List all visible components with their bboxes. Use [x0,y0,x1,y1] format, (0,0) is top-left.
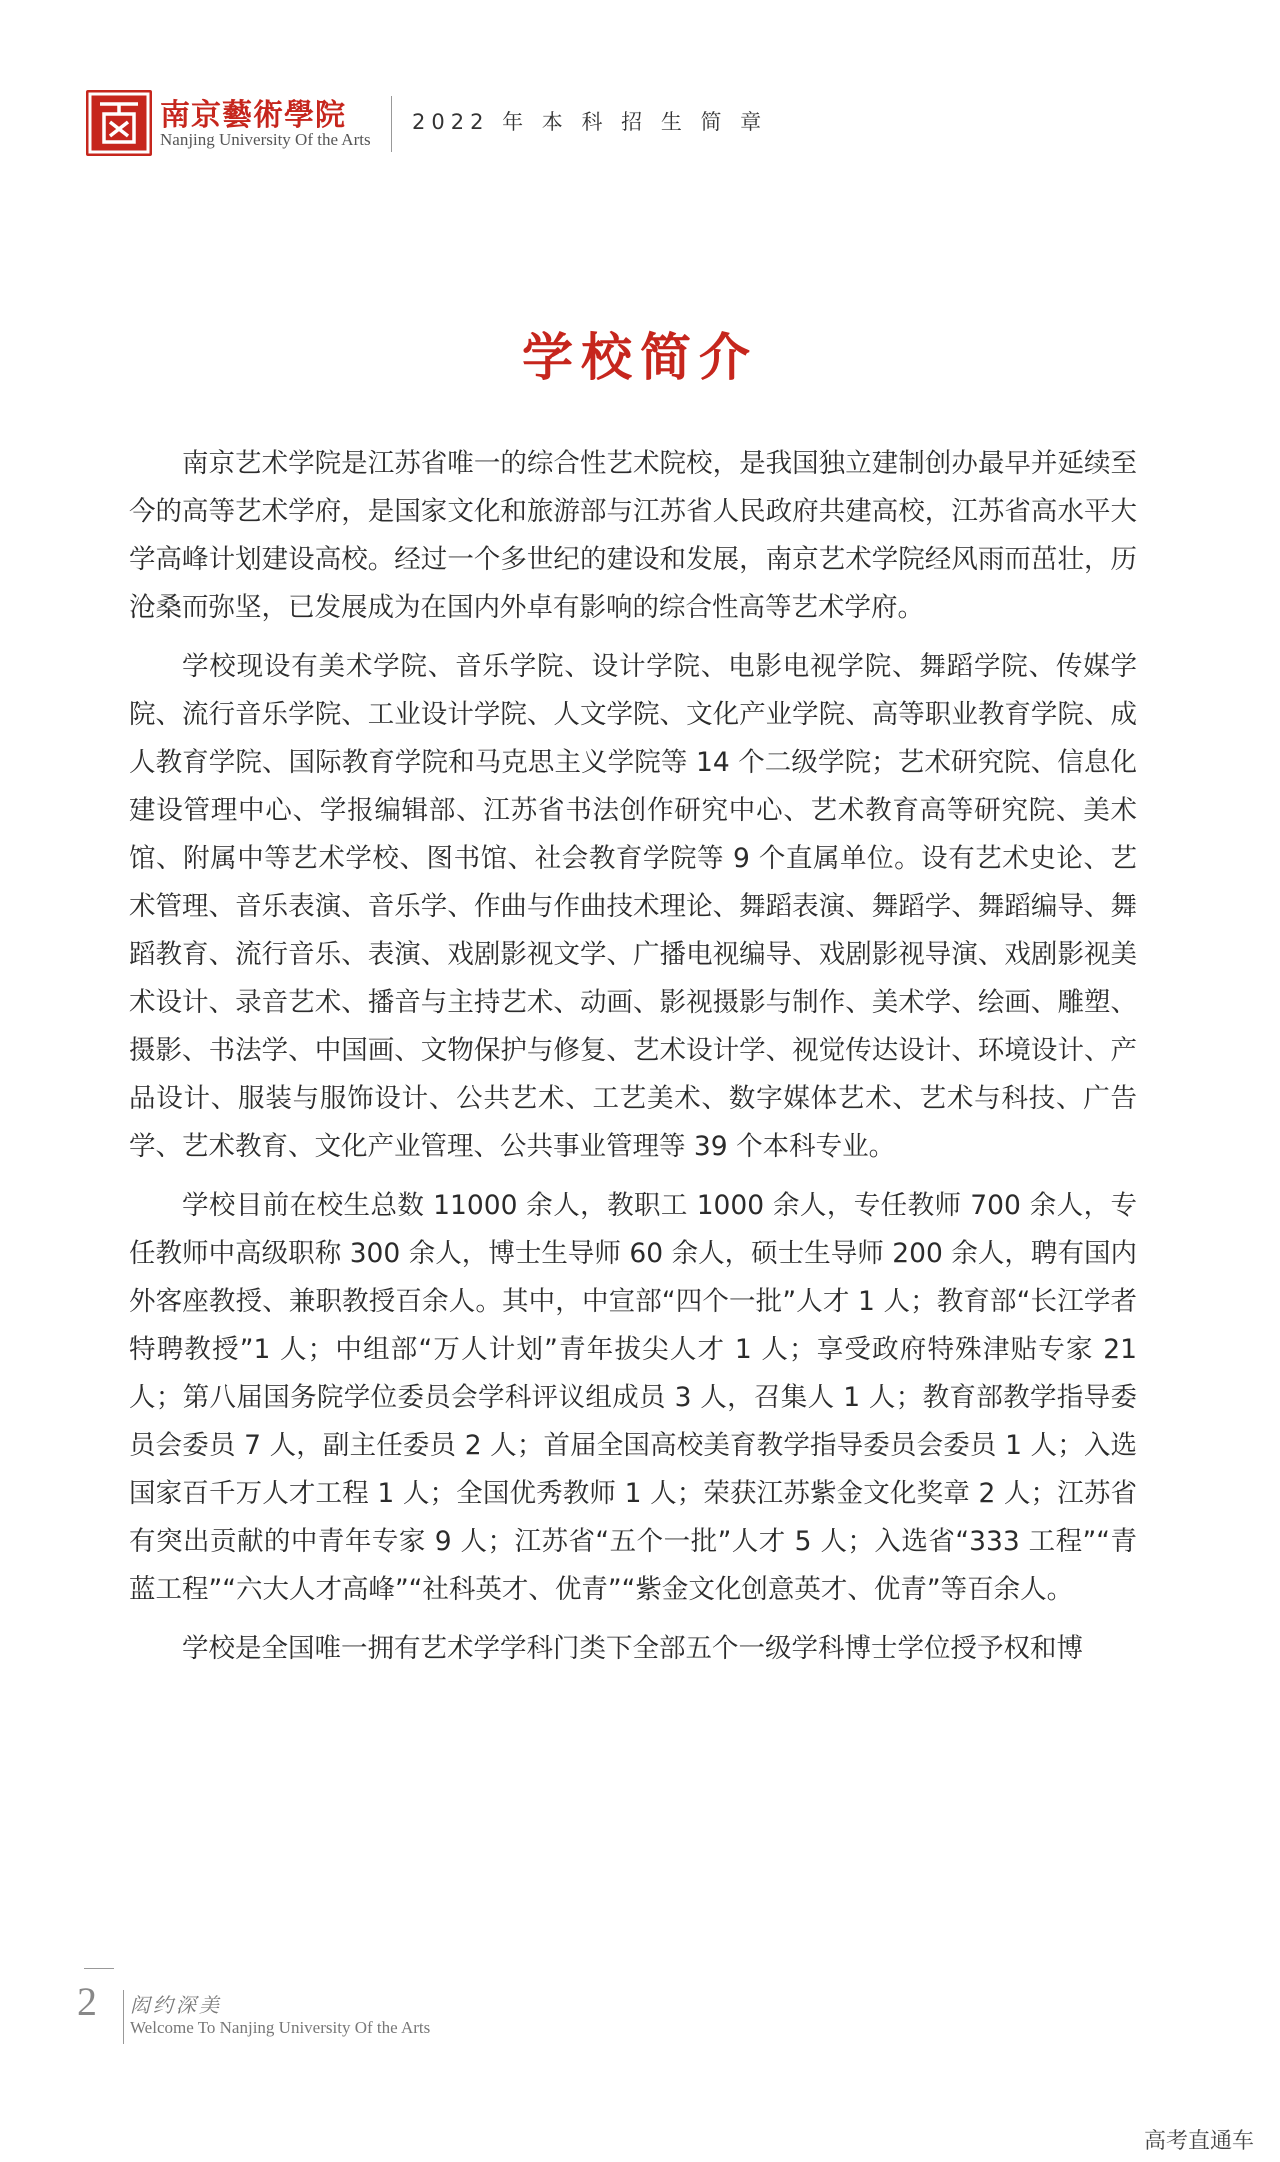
university-seal-logo [86,90,152,156]
university-motto: 闳约深美 [130,1993,222,2017]
paragraph-faculty: 学校目前在校生总数 11000 余人，教职工 1000 余人，专任教师 700 余人，专任教师中高级职称 300 余人，博士生导师 60 余人，硕士生导师 200 余人，聘有国内外客座教授、兼职教授百余人。其中，中宣部“四个一批”人才 1 人；教育部“长江学者特聘教授”1 人；中组部“万人计划”青年拔尖人才 1 人；享受政府特殊津贴专家 21 人；第八届国务院学位委员会学科评议组成员 3 人，召集人 1 人；教育部教学指导委员会委员 7 人，副主任委员 2 人；首届全国高校美育教学指导委员会委员 1 人；入选国家百千万人才工程 1 人；全国优秀教师 1 人；荣获江苏紫金文化奖章 2 人；江苏省有突出贡献的中青年专家 9 人；江苏省“五个一批”人才 5 人；入选省“333 工程”“青蓝工程”“六大人才高峰”“社科英才、优青”“紫金文化创意英才、优青”等百余人。 [129,1190,1137,1605]
page-title: 学校简介 [521,328,758,389]
source-watermark: 高考直通车 [1143,2129,1254,2154]
university-name-cn: 南京藝術學院 [160,98,346,133]
page-number: 2 [77,1979,97,2024]
seal-mark [86,90,152,156]
paragraph-disciplines: 学校是全国唯一拥有艺术学学科门类下全部五个一级学科博士学位授予权和博 [182,1633,1083,1664]
footer-rule [84,1968,114,1969]
footer-welcome: Welcome To Nanjing University Of the Arts [130,2018,431,2037]
article-body [129,440,1137,1673]
brochure-title: 2022 年 本 科 招 生 简 章 [412,110,768,134]
page-header [86,90,986,160]
paragraph-colleges: 学校现设有美术学院、音乐学院、设计学院、电影电视学院、舞蹈学院、传媒学院、流行音乐学院、工业设计学院、人文学院、文化产业学院、高等职业教育学院、成人教育学院、国际教育学院和马克思主义学院等 14 个二级学院；艺术研究院、信息化建设管理中心、学报编辑部、江苏省书法创作研究中心、艺术教育高等研究院、美术馆、附属中等艺术学校、图书馆、社会教育学院等 9 个直属单位。设有艺术史论、艺术管理、音乐表演、音乐学、作曲与作曲技术理论、舞蹈表演、舞蹈学、舞蹈编导、舞蹈教育、流行音乐、表演、戏剧影视文学、广播电视编导、戏剧影视导演、戏剧影视美术设计、录音艺术、播音与主持艺术、动画、影视摄影与制作、美术学、绘画、雕塑、摄影、书法学、中国画、文物保护与修复、艺术设计学、视觉传达设计、环境设计、产品设计、服装与服饰设计、公共艺术、工艺美术、数字媒体艺术、艺术与科技、广告学、艺术教育、文化产业管理、公共事业管理等 39 个本科专业。 [129,651,1137,1162]
university-name-en: Nanjing University Of the Arts [160,130,371,149]
header-divider [391,96,392,152]
paragraph-intro: 南京艺术学院是江苏省唯一的综合性艺术院校，是我国独立建制创办最早并延续至今的高等艺术学府，是国家文化和旅游部与江苏省人民政府共建高校，江苏省高水平大学高峰计划建设高校。经过一个多世纪的建设和发展，南京艺术学院经风雨而茁壮，历沧桑而弥坚，已发展成为在国内外卓有影响的综合性高等艺术学府。 [129,448,1137,623]
footer-divider [123,1990,124,2044]
